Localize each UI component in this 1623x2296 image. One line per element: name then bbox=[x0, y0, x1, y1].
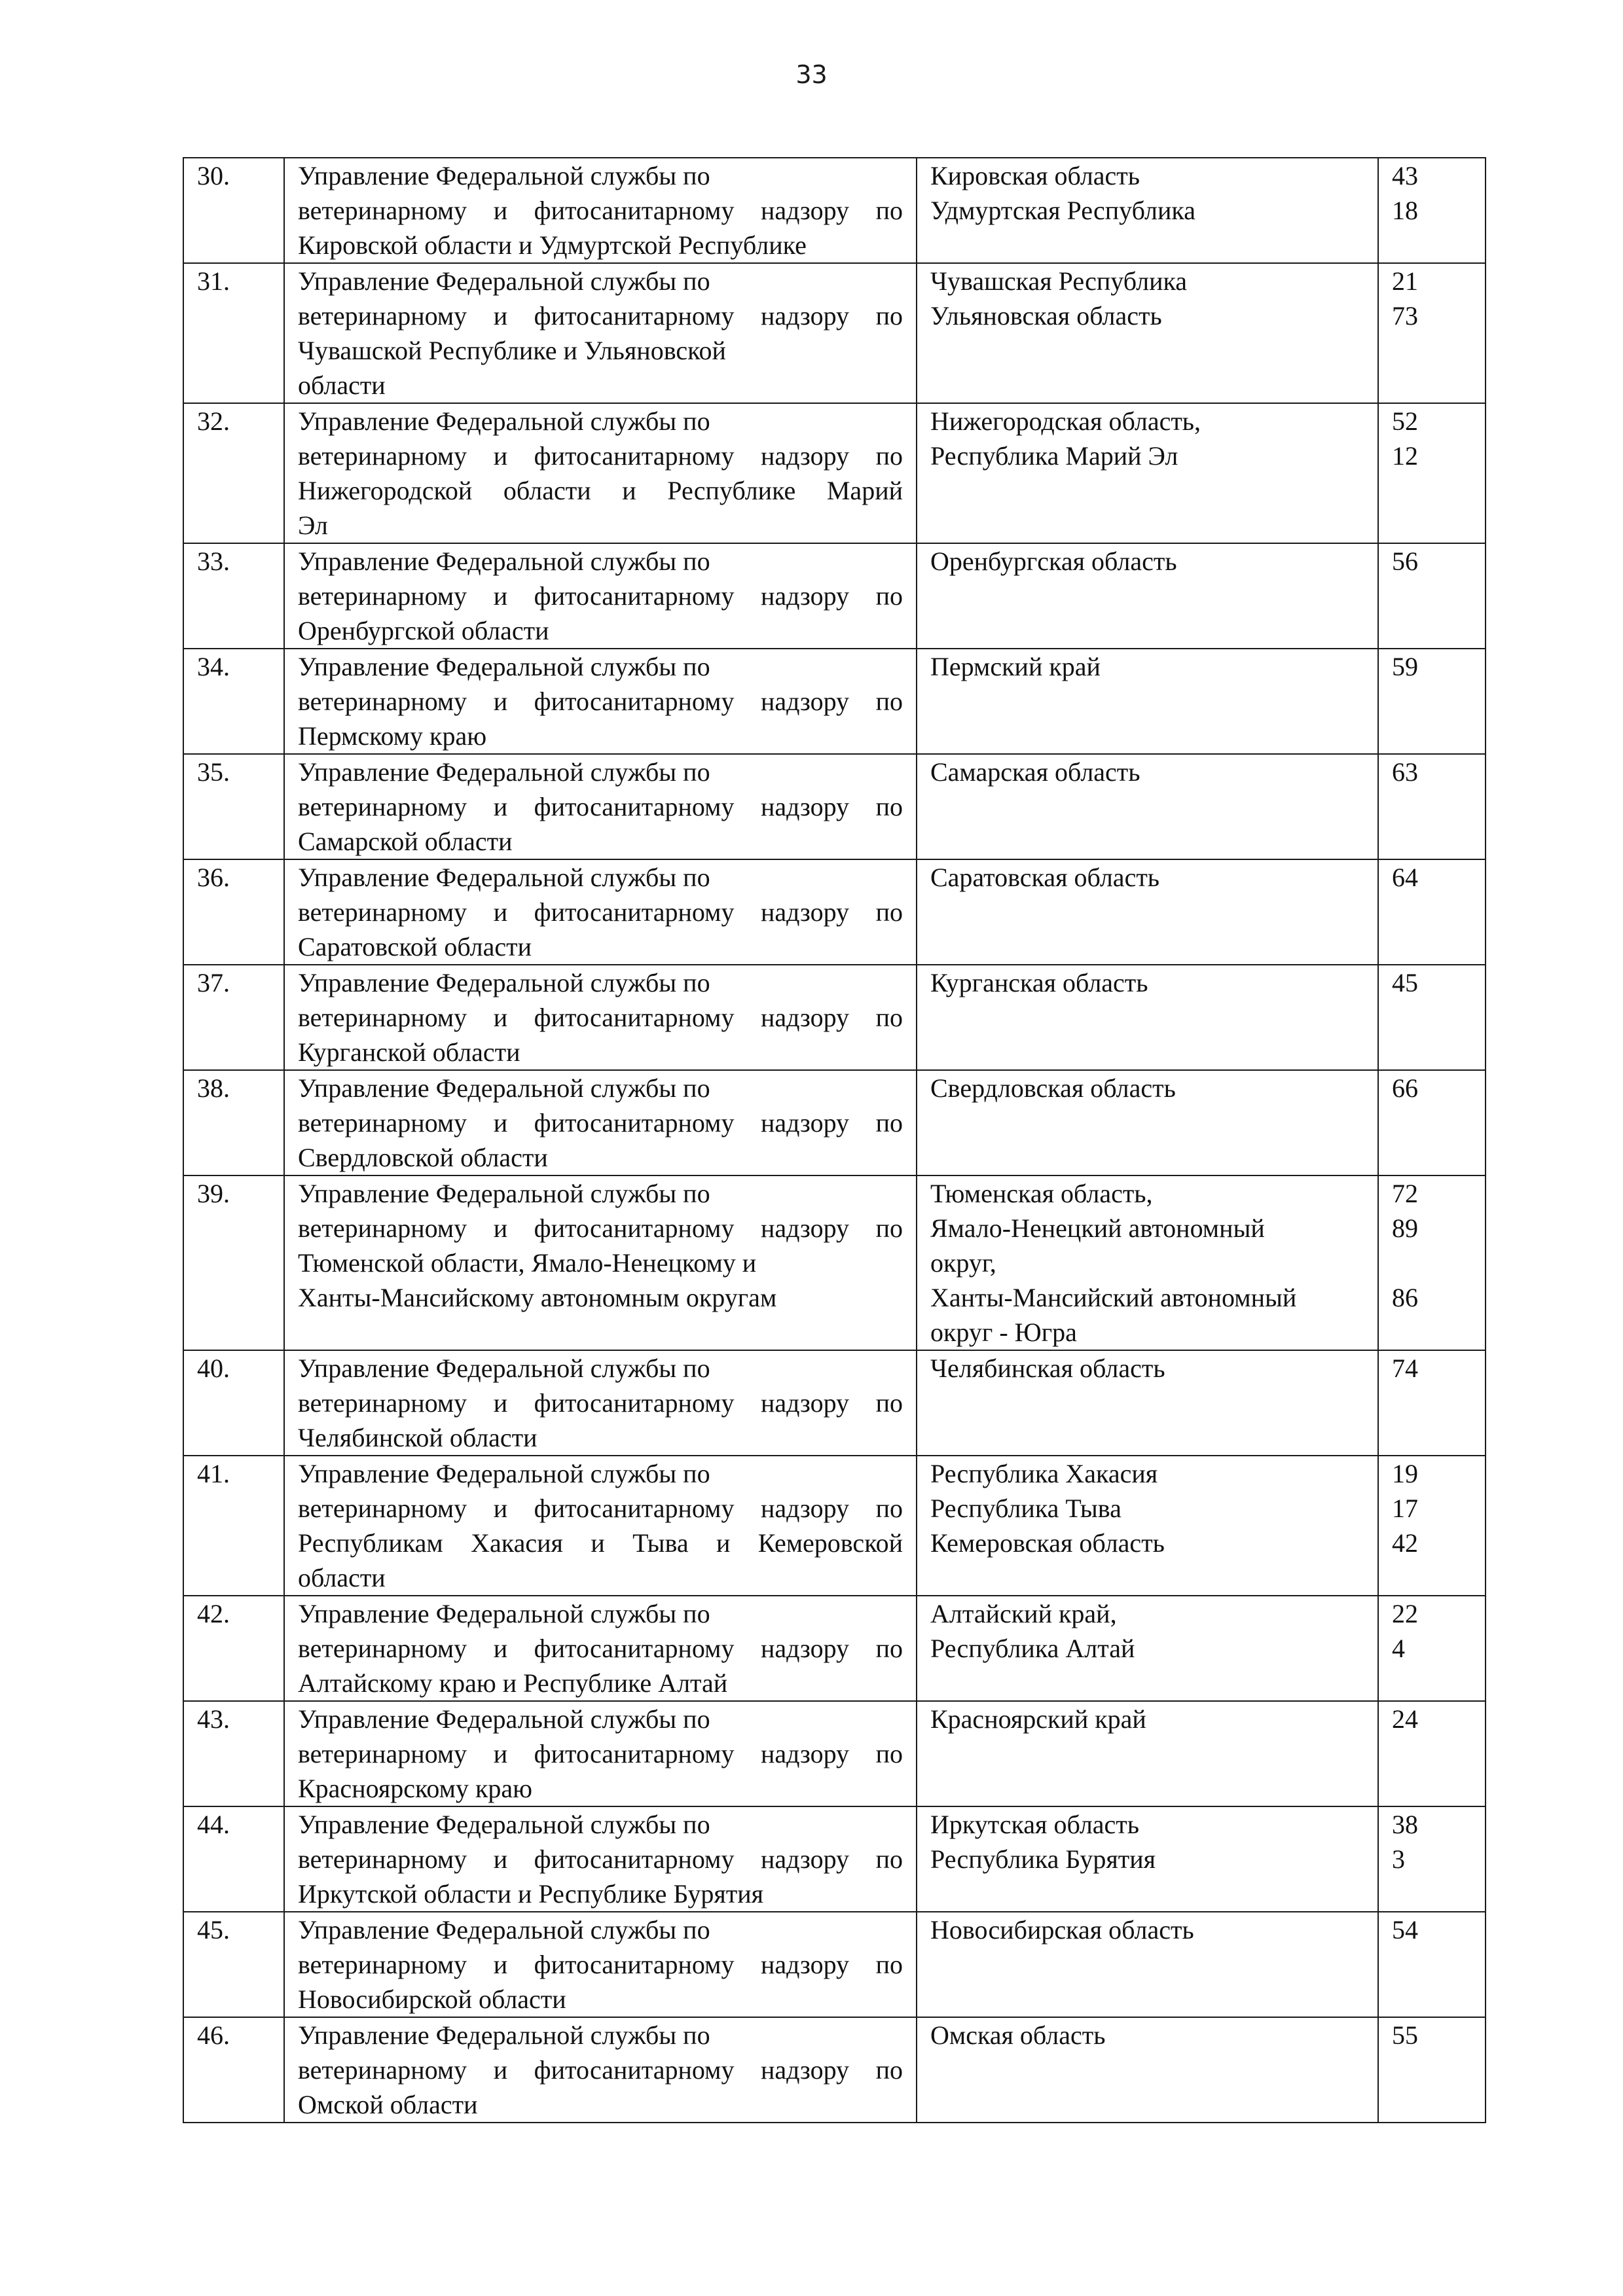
region-names bbox=[917, 1806, 1378, 1912]
department-name-line: области bbox=[298, 1563, 386, 1592]
department-name-line: ветеринарному и фитосанитарному надзору по bbox=[298, 1213, 903, 1243]
department-name-line: ветеринарному и фитосанитарному надзору по bbox=[298, 1388, 903, 1418]
row-number: 35. bbox=[183, 754, 284, 859]
row-number: 41. bbox=[183, 1456, 284, 1596]
region-code: 22 bbox=[1392, 1599, 1418, 1628]
row-number: 45. bbox=[183, 1912, 284, 2017]
region-codes bbox=[1378, 754, 1486, 859]
table-row bbox=[183, 965, 1486, 1070]
department-name-line: Управление Федеральной службы по bbox=[298, 2020, 710, 2050]
department-name-line: области bbox=[298, 370, 386, 400]
department-name-line: Управление Федеральной службы по bbox=[298, 1354, 710, 1383]
region-code: 74 bbox=[1392, 1354, 1418, 1383]
region-name: Свердловская область bbox=[930, 1073, 1176, 1103]
department-name-line: Кировской области и Удмуртской Республике bbox=[298, 230, 807, 260]
department-name-line: Курганской области bbox=[298, 1037, 520, 1067]
region-name: Нижегородская область, bbox=[930, 406, 1201, 436]
department-name-line: Управление Федеральной службы по bbox=[298, 1599, 710, 1628]
department-name-line: ветеринарному и фитосанитарному надзору по bbox=[298, 1634, 903, 1663]
row-number: 31. bbox=[183, 263, 284, 403]
department-name bbox=[284, 403, 917, 543]
department-name-line: Управление Федеральной службы по bbox=[298, 1459, 710, 1488]
region-name: Удмуртская Республика bbox=[930, 196, 1195, 225]
region-code: 59 bbox=[1392, 652, 1418, 681]
department-name-line: ветеринарному и фитосанитарному надзору по bbox=[298, 1950, 903, 1979]
row-number: 30. bbox=[183, 158, 284, 263]
region-names bbox=[917, 1175, 1378, 1350]
row-number: 37. bbox=[183, 965, 284, 1070]
region-code: 24 bbox=[1392, 1704, 1418, 1734]
region-names bbox=[917, 263, 1378, 403]
department-name-line: Управление Федеральной службы по bbox=[298, 1179, 710, 1208]
region-name: округ - Югра bbox=[930, 1318, 1077, 1347]
department-name-line: Управление Федеральной службы по bbox=[298, 1704, 710, 1734]
region-codes bbox=[1378, 649, 1486, 754]
row-number: 33. bbox=[183, 543, 284, 649]
department-name bbox=[284, 1350, 917, 1456]
department-name bbox=[284, 1806, 917, 1912]
department-name-line: ветеринарному и фитосанитарному надзору по bbox=[298, 441, 903, 471]
department-name-line: ветеринарному и фитосанитарному надзору по bbox=[298, 1844, 903, 1874]
region-code: 64 bbox=[1392, 863, 1418, 892]
region-name: Саратовская область bbox=[930, 863, 1160, 892]
department-name bbox=[284, 649, 917, 754]
table-row bbox=[183, 649, 1486, 754]
table-row bbox=[183, 1701, 1486, 1806]
region-names bbox=[917, 403, 1378, 543]
department-name-line: Челябинской области bbox=[298, 1423, 538, 1452]
region-name: округ, bbox=[930, 1248, 996, 1278]
department-name bbox=[284, 965, 917, 1070]
table-row bbox=[183, 1912, 1486, 2017]
department-name bbox=[284, 1456, 917, 1596]
department-name-line: Оренбургской области bbox=[298, 616, 549, 645]
department-name-line: ветеринарному и фитосанитарному надзору по bbox=[298, 792, 903, 821]
region-codes bbox=[1378, 1596, 1486, 1701]
department-name bbox=[284, 859, 917, 965]
department-name-line: Республикам Хакасия и Тыва и Кемеровской bbox=[298, 1528, 903, 1558]
department-name-line: ветеринарному и фитосанитарному надзору по bbox=[298, 301, 903, 331]
region-code: 52 bbox=[1392, 406, 1418, 436]
region-names bbox=[917, 1456, 1378, 1596]
region-code: 18 bbox=[1392, 196, 1418, 225]
department-name-line: Нижегородской области и Республике Марий bbox=[298, 476, 903, 505]
department-name-line: ветеринарному и фитосанитарному надзору по bbox=[298, 196, 903, 225]
region-name: Курганская область bbox=[930, 968, 1148, 997]
region-name: Чувашская Республика bbox=[930, 266, 1188, 296]
region-code: 19 bbox=[1392, 1459, 1418, 1488]
region-names bbox=[917, 1701, 1378, 1806]
department-name-line: Управление Федеральной службы по bbox=[298, 757, 710, 787]
region-code: 63 bbox=[1392, 757, 1418, 787]
region-names bbox=[917, 1912, 1378, 2017]
row-number: 43. bbox=[183, 1701, 284, 1806]
region-name: Ханты-Мансийский автономный bbox=[930, 1283, 1297, 1312]
region-codes bbox=[1378, 1350, 1486, 1456]
department-name-line: Свердловской области bbox=[298, 1143, 548, 1172]
department-name bbox=[284, 263, 917, 403]
row-number: 39. bbox=[183, 1175, 284, 1350]
region-code: 21 bbox=[1392, 266, 1418, 296]
region-code: 66 bbox=[1392, 1073, 1418, 1103]
region-names bbox=[917, 1350, 1378, 1456]
department-name bbox=[284, 1070, 917, 1175]
department-name bbox=[284, 1912, 917, 2017]
region-codes bbox=[1378, 1806, 1486, 1912]
region-name: Республика Марий Эл bbox=[930, 441, 1178, 471]
region-code: 38 bbox=[1392, 1810, 1418, 1839]
page-number: 33 bbox=[795, 60, 828, 89]
department-name-line: Управление Федеральной службы по bbox=[298, 652, 710, 681]
region-names bbox=[917, 1596, 1378, 1701]
table-row bbox=[183, 1456, 1486, 1596]
department-name-line: Саратовской области bbox=[298, 932, 532, 961]
department-name-line: ветеринарному и фитосанитарному надзору по bbox=[298, 1739, 903, 1768]
department-name-line: ветеринарному и фитосанитарному надзору по bbox=[298, 1003, 903, 1032]
region-code: 12 bbox=[1392, 441, 1418, 471]
region-codes bbox=[1378, 1175, 1486, 1350]
region-code: 86 bbox=[1392, 1283, 1418, 1312]
table-row bbox=[183, 263, 1486, 403]
region-name: Кемеровская область bbox=[930, 1528, 1165, 1558]
region-names bbox=[917, 1070, 1378, 1175]
region-names bbox=[917, 965, 1378, 1070]
department-name-line: Эл bbox=[298, 511, 328, 540]
department-name-line: Управление Федеральной службы по bbox=[298, 547, 710, 576]
region-code-spacer bbox=[1392, 1246, 1472, 1280]
territorial-departments-table bbox=[183, 157, 1486, 2123]
region-names bbox=[917, 543, 1378, 649]
department-name-line: Управление Федеральной службы по bbox=[298, 1915, 710, 1945]
region-code: 3 bbox=[1392, 1844, 1405, 1874]
department-name bbox=[284, 543, 917, 649]
region-code: 72 bbox=[1392, 1179, 1418, 1208]
region-names bbox=[917, 754, 1378, 859]
region-codes bbox=[1378, 1701, 1486, 1806]
table-row bbox=[183, 1070, 1486, 1175]
table-row bbox=[183, 543, 1486, 649]
region-code: 56 bbox=[1392, 547, 1418, 576]
department-name-line: ветеринарному и фитосанитарному надзору по bbox=[298, 1494, 903, 1523]
region-name: Республика Алтай bbox=[930, 1634, 1135, 1663]
department-name-line: Управление Федеральной службы по bbox=[298, 266, 710, 296]
region-code: 43 bbox=[1392, 161, 1418, 190]
region-codes bbox=[1378, 1456, 1486, 1596]
department-name-line: Управление Федеральной службы по bbox=[298, 406, 710, 436]
department-name bbox=[284, 754, 917, 859]
region-code: 17 bbox=[1392, 1494, 1418, 1523]
region-name: Самарская область bbox=[930, 757, 1140, 787]
department-name-line: Управление Федеральной службы по bbox=[298, 1073, 710, 1103]
region-code: 73 bbox=[1392, 301, 1418, 331]
region-name: Челябинская область bbox=[930, 1354, 1165, 1383]
department-name-line: Красноярскому краю bbox=[298, 1774, 533, 1803]
region-code: 89 bbox=[1392, 1213, 1418, 1243]
department-name-line: Управление Федеральной службы по bbox=[298, 161, 710, 190]
region-code: 42 bbox=[1392, 1528, 1418, 1558]
region-name: Красноярский край bbox=[930, 1704, 1146, 1734]
table-row bbox=[183, 2017, 1486, 2123]
department-name bbox=[284, 1701, 917, 1806]
row-number: 34. bbox=[183, 649, 284, 754]
region-name: Кировская область bbox=[930, 161, 1140, 190]
table-row bbox=[183, 403, 1486, 543]
row-number: 40. bbox=[183, 1350, 284, 1456]
table-row bbox=[183, 1596, 1486, 1701]
department-name bbox=[284, 1596, 917, 1701]
table-body bbox=[183, 158, 1486, 2123]
region-codes bbox=[1378, 2017, 1486, 2123]
region-names bbox=[917, 2017, 1378, 2123]
region-name: Новосибирская область bbox=[930, 1915, 1194, 1945]
region-code: 54 bbox=[1392, 1915, 1418, 1945]
department-name-line: Самарской области bbox=[298, 827, 513, 856]
region-name: Республика Хакасия bbox=[930, 1459, 1158, 1488]
table-row bbox=[183, 859, 1486, 965]
region-codes bbox=[1378, 1070, 1486, 1175]
department-name-line: Новосибирской области bbox=[298, 1984, 566, 2014]
region-name: Республика Бурятия bbox=[930, 1844, 1156, 1874]
region-codes bbox=[1378, 158, 1486, 263]
department-name-line: Омской области bbox=[298, 2090, 478, 2119]
region-codes bbox=[1378, 1912, 1486, 2017]
region-name: Оренбургская область bbox=[930, 547, 1177, 576]
row-number: 42. bbox=[183, 1596, 284, 1701]
region-name: Тюменская область, bbox=[930, 1179, 1153, 1208]
region-codes bbox=[1378, 543, 1486, 649]
region-names bbox=[917, 859, 1378, 965]
region-names bbox=[917, 158, 1378, 263]
region-name: Республика Тыва bbox=[930, 1494, 1122, 1523]
department-name-line: Управление Федеральной службы по bbox=[298, 863, 710, 892]
region-names bbox=[917, 649, 1378, 754]
department-name-line: Ханты-Мансийскому автономным округам bbox=[298, 1283, 777, 1312]
department-name-line: Пермскому краю bbox=[298, 721, 487, 751]
department-name bbox=[284, 2017, 917, 2123]
region-code: 45 bbox=[1392, 968, 1418, 997]
department-name-line: Чувашской Республике и Ульяновской bbox=[298, 336, 726, 365]
region-name: Омская область bbox=[930, 2020, 1106, 2050]
department-name-line: ветеринарному и фитосанитарному надзору по bbox=[298, 581, 903, 611]
row-number: 32. bbox=[183, 403, 284, 543]
table-row bbox=[183, 1350, 1486, 1456]
region-codes bbox=[1378, 263, 1486, 403]
region-name: Ульяновская область bbox=[930, 301, 1162, 331]
department-name-line: Иркутской области и Республике Бурятия bbox=[298, 1879, 764, 1909]
region-code: 4 bbox=[1392, 1634, 1405, 1663]
region-name: Ямало-Ненецкий автономный bbox=[930, 1213, 1265, 1243]
region-name: Алтайский край, bbox=[930, 1599, 1117, 1628]
department-name bbox=[284, 158, 917, 263]
row-number: 38. bbox=[183, 1070, 284, 1175]
table-row bbox=[183, 158, 1486, 263]
department-name-line: ветеринарному и фитосанитарному надзору по bbox=[298, 1108, 903, 1138]
row-number: 36. bbox=[183, 859, 284, 965]
row-number: 44. bbox=[183, 1806, 284, 1912]
department-name-line: Тюменской области, Ямало-Ненецкому и bbox=[298, 1248, 757, 1278]
region-codes bbox=[1378, 965, 1486, 1070]
region-name: Пермский край bbox=[930, 652, 1101, 681]
department-name-line: ветеринарному и фитосанитарному надзору по bbox=[298, 687, 903, 716]
region-name: Иркутская область bbox=[930, 1810, 1140, 1839]
department-name-line: Управление Федеральной службы по bbox=[298, 1810, 710, 1839]
department-name bbox=[284, 1175, 917, 1350]
region-codes bbox=[1378, 403, 1486, 543]
department-name-line: Управление Федеральной службы по bbox=[298, 968, 710, 997]
table-row bbox=[183, 1806, 1486, 1912]
region-code: 55 bbox=[1392, 2020, 1418, 2050]
row-number: 46. bbox=[183, 2017, 284, 2123]
department-name-line: ветеринарному и фитосанитарному надзору по bbox=[298, 897, 903, 927]
department-name-line: ветеринарному и фитосанитарному надзору по bbox=[298, 2055, 903, 2085]
table-row bbox=[183, 1175, 1486, 1350]
table-row bbox=[183, 754, 1486, 859]
region-codes bbox=[1378, 859, 1486, 965]
department-name-line: Алтайскому краю и Республике Алтай bbox=[298, 1668, 728, 1698]
